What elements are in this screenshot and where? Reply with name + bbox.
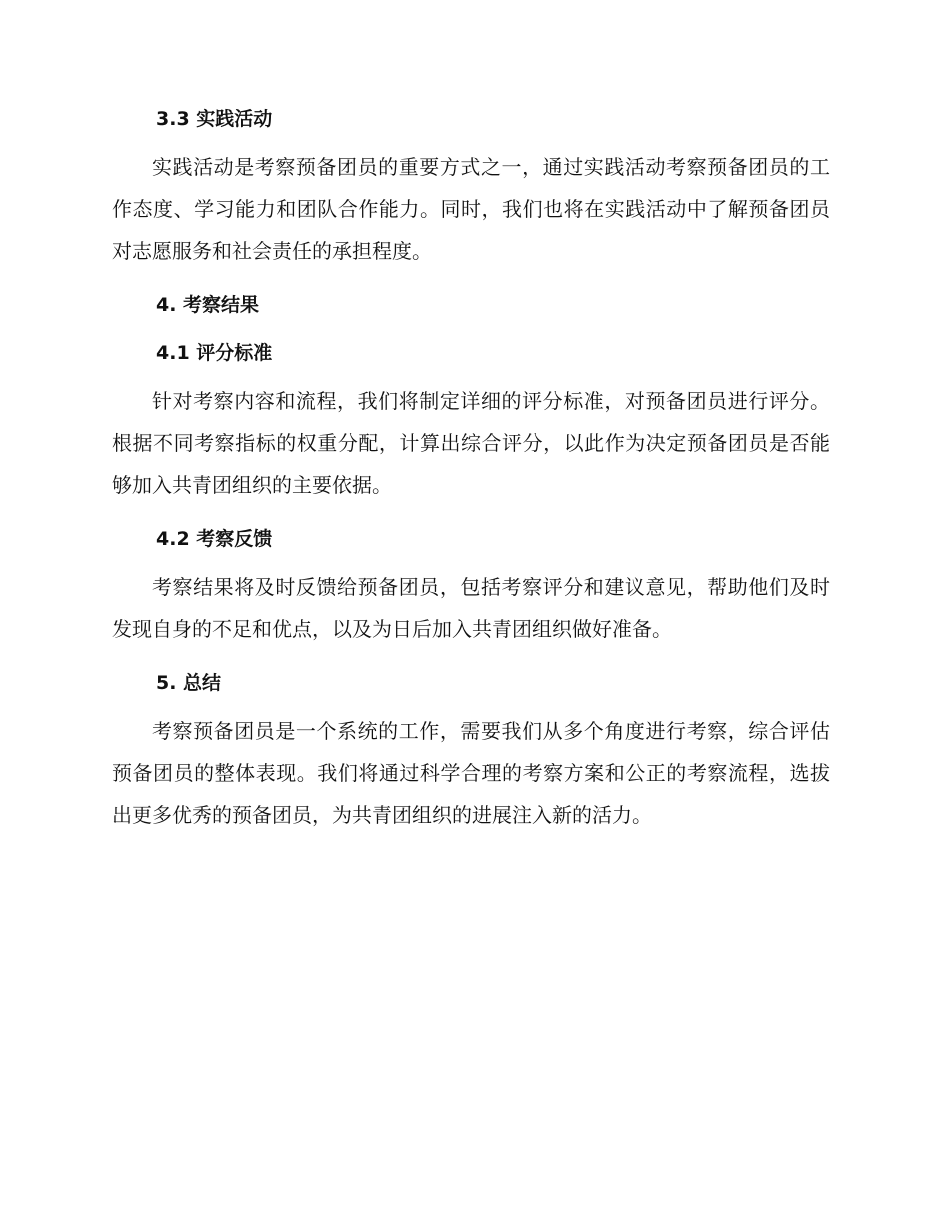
section-paragraph-3-3: 实践活动是考察预备团员的重要方式之一，通过实践活动考察预备团员的工作态度、学习能力和团队合作能力。同时，我们也将在实践活动中了解预备团员对志愿服务和社会责任的承担程度。 <box>112 155 830 263</box>
section-heading-4-1: 4.1 评分标准 <box>156 342 273 364</box>
section-heading-3-3: 3.3 实践活动 <box>156 108 273 130</box>
section-paragraph-4-2: 考察结果将及时反馈给预备团员，包括考察评分和建议意见，帮助他们及时发现自身的不足和优点，以及为日后加入共青团组织做好准备。 <box>112 575 830 641</box>
document-body <box>112 104 830 836</box>
section-heading-5: 5. 总结 <box>156 672 222 694</box>
section-heading-4: 4. 考察结果 <box>156 294 260 316</box>
section-paragraph-5: 考察预备团员是一个系统的工作，需要我们从多个角度进行考察，综合评估预备团员的整体表现。我们将通过科学合理的考察方案和公正的考察流程，选拔出更多优秀的预备团员，为共青团组织的进展注入新的活力。 <box>112 719 830 827</box>
section-paragraph-4-1: 针对考察内容和流程，我们将制定详细的评分标准，对预备团员进行评分。根据不同考察指标的权重分配，计算出综合评分，以此作为决定预备团员是否能够加入共青团组织的主要依据。 <box>112 389 830 497</box>
section-heading-4-2: 4.2 考察反馈 <box>156 528 273 550</box>
